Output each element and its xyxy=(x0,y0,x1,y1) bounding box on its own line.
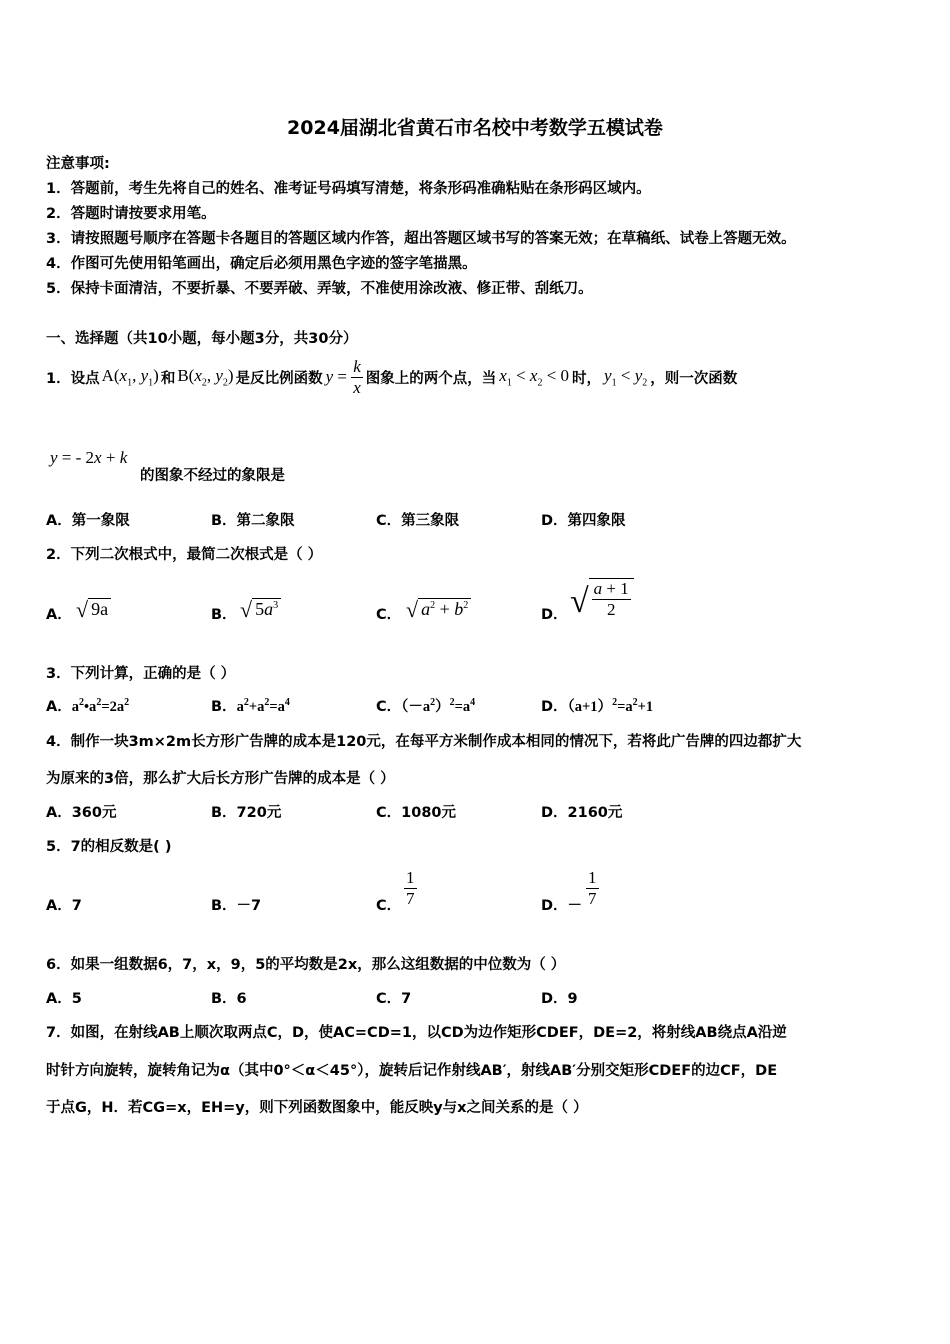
option-d: D．9 xyxy=(541,991,578,1007)
q1-text: 图象上的两个点，当 xyxy=(365,370,497,387)
condition-y-formula: $y_1 < y_2$ xyxy=(604,365,648,389)
fraction-one-seventh: $\frac{1}{7}$ xyxy=(406,868,415,908)
question-5-stem: 5．7的相反数是( ) xyxy=(46,839,172,855)
q1-text: 和 xyxy=(160,370,176,387)
notice-item: 2．答题时请按要求用笔。 xyxy=(46,206,216,222)
option-a: A．$a^2•a^2=2a^2$ xyxy=(46,697,130,715)
option-b: B．－7 xyxy=(211,898,262,914)
question-7-line: 于点G，H．若CG=x，EH=y，则下列函数图象中，能反映y与x之间关系的是（ ） xyxy=(46,1100,588,1116)
option-c: C．$(-a^2)^2=a^4$ xyxy=(376,697,476,715)
option-a-label: A． xyxy=(46,699,72,715)
q1-text: 1．设点 xyxy=(46,370,100,387)
question-4-line: 4．制作一块3m×2m长方形广告牌的成本是120元，在每平方米制作成本相同的情况下，若将此广告牌的四边都扩大 xyxy=(46,734,802,750)
notice-item: 5．保持卡面清洁，不要折暴、不要弄破、弄皱，不准使用涂改液、修正带、刮纸刀。 xyxy=(46,281,593,297)
question-3-stem: 3．下列计算，正确的是（ ） xyxy=(46,666,236,682)
point-a-formula: $A(x_1$, $y_1$) xyxy=(101,365,159,389)
question-7-line: 7．如图，在射线AB上顺次取两点C，D，使AC=CD=1，以CD为边作矩形CDEF，DE=2，将射线AB绕点A沿逆 xyxy=(46,1025,787,1041)
sqrt-9a-formula: √ 9a xyxy=(76,598,111,621)
option-b: B．$a^2+a^2=a^4$ xyxy=(211,697,290,715)
q1-text: 的图象不经过的象限是 xyxy=(140,468,285,484)
option-d-label: D． xyxy=(541,699,568,715)
question-7-line: 时针方向旋转，旋转角记为α（其中0°＜α＜45°），旋转后记作射线AB′，射线AB′分别交矩形CDEF的边CF，DE xyxy=(46,1063,778,1079)
notice-item: 1．答题前，考生先将自己的姓名、准考证号码填写清楚，将条形码准确粘贴在条形码区域内。 xyxy=(46,181,651,197)
notice-heading: 注意事项: xyxy=(46,156,110,172)
option-c-label: C． xyxy=(376,607,402,623)
option-d: D．第四象限 xyxy=(541,513,626,529)
notice-item: 4．作图可先使用铅笔画出，确定后必须用黑色字迹的签字笔描黑。 xyxy=(46,256,477,272)
option-b: B．第二象限 xyxy=(211,513,295,529)
option-a-label: A． xyxy=(46,607,72,623)
sqrt-5a3-formula: √ $5a^3$ xyxy=(240,598,281,621)
option-c-label: C． xyxy=(376,699,402,715)
sqrt-fraction-formula: √ $\frac{a + 1}{2}$ xyxy=(570,578,634,619)
question-1-stem xyxy=(46,352,737,402)
sqrt-a2-b2-formula: √ $a^2 + b^2$ xyxy=(406,598,471,621)
option-c-label: C． xyxy=(376,898,402,914)
linear-function-formula: y = - 2x + k xyxy=(50,448,128,467)
page-title: 2024届湖北省黄石市名校中考数学五模试卷 xyxy=(287,117,663,139)
option-b: B．6 xyxy=(211,991,247,1007)
option-d-label: D． xyxy=(541,607,568,623)
option-a: A．360元 xyxy=(46,805,117,821)
option-d: D．2160元 xyxy=(541,805,623,821)
question-4-line: 为原来的3倍，那么扩大后长方形广告牌的成本是（ ） xyxy=(46,771,395,787)
option-a: A．第一象限 xyxy=(46,513,130,529)
option-c: C．1080元 xyxy=(376,805,456,821)
option-b-label: B． xyxy=(211,699,237,715)
option-b: B．720元 xyxy=(211,805,282,821)
fraction-one-seventh: $\frac{1}{7}$ xyxy=(588,868,597,908)
q1-text: ，则一次函数 xyxy=(650,370,738,387)
q1-text: 时， xyxy=(572,370,602,387)
question-2-stem: 2．下列二次根式中，最简二次根式是（ ） xyxy=(46,547,323,563)
option-c: C．第三象限 xyxy=(376,513,460,529)
question-6-stem: 6．如果一组数据6，7，x，9，5的平均数是2x，那么这组数据的中位数为（ ） xyxy=(46,957,566,973)
option-b-label: B． xyxy=(211,607,237,623)
option-d-label: D．－ xyxy=(541,898,583,914)
option-a: A．7 xyxy=(46,898,82,914)
option-d: D．$(a+1)^2=a^2+1$ xyxy=(541,697,654,715)
section-heading: 一、选择题（共10小题，每小题3分，共30分） xyxy=(46,331,358,347)
condition-x-formula: $x_1 < x_2 < 0$ xyxy=(499,365,570,389)
notice-item: 3．请按照题号顺序在答题卡各题目的答题区域内作答，超出答题区域书写的答案无效；在草稿纸、试卷上答题无效。 xyxy=(46,231,796,247)
point-b-formula: $B(x_2$, $y_2$) xyxy=(177,365,234,389)
q1-text: 是反比例函数 xyxy=(235,370,323,387)
option-c: C．7 xyxy=(376,991,412,1007)
inverse-function-formula: y = $\frac{k}{x}$ xyxy=(325,356,361,397)
option-a: A．5 xyxy=(46,991,82,1007)
